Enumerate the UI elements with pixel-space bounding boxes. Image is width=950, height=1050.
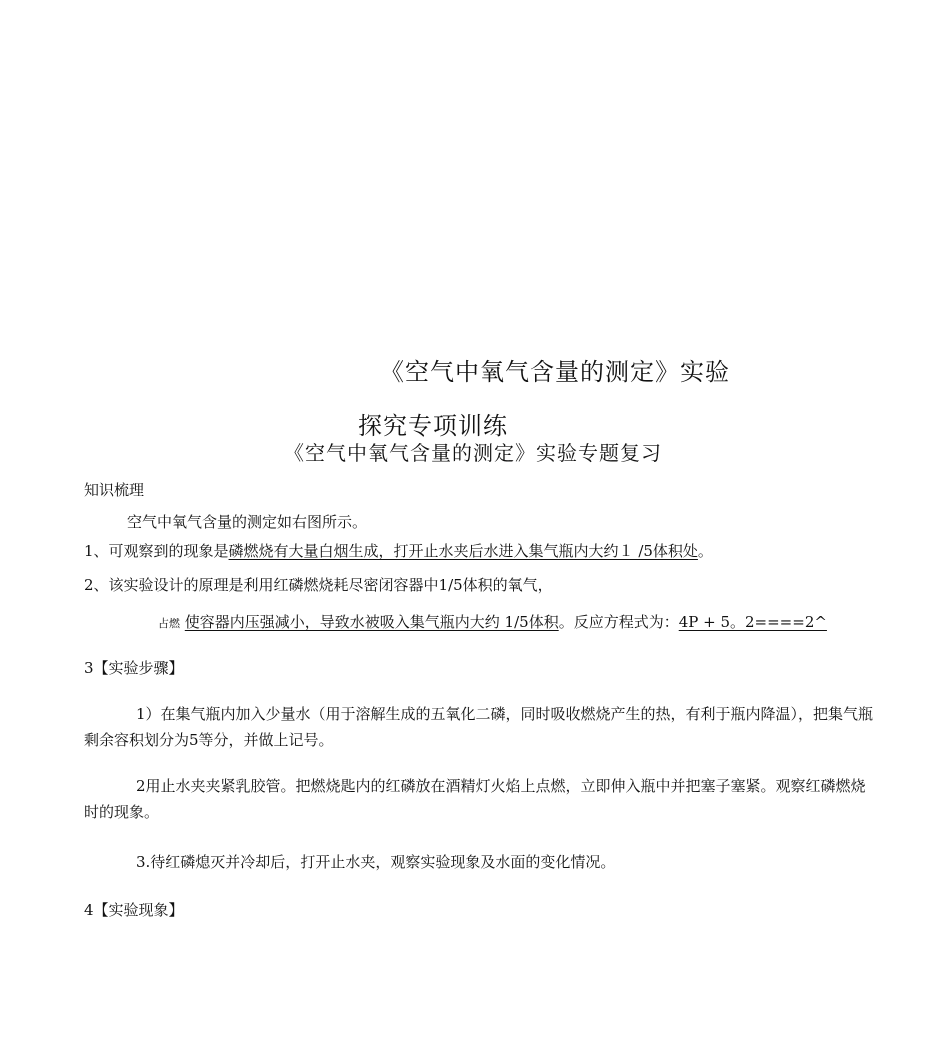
step-2: 2用止水夹夹紧乳胶管。把燃烧匙内的红磷放在酒精灯火焰上点燃，立即伸入瓶中并把塞子塞紧。观察红磷燃烧时的现象。: [84, 777, 866, 821]
title-line-1: 《空气中氧气含量的测定》实验: [380, 358, 730, 386]
intro-paragraph: 空气中氧气含量的测定如右图所示。: [127, 513, 368, 531]
item-2-underlined: 使容器内压强减小，导致水被吸入集气瓶内大约 1/5体积: [184, 613, 559, 631]
reaction-equation: 4P + 5。2====2^: [678, 613, 827, 631]
item-1: [84, 540, 713, 561]
title-line-2: 探究专项训练: [358, 412, 508, 440]
section-knowledge-heading: 知识梳理: [84, 481, 145, 499]
item-1-underlined: 磷燃烧有大量白烟生成，打开止水夹后水进入集气瓶内大约１ /5体积处: [228, 542, 698, 560]
step-1: 1）在集气瓶内加入少量水（用于溶解生成的五氧化二磷，同时吸收燃烧产生的热，有利于瓶内降温），把集气瓶剩余容积划分为5等分，并做上记号。: [84, 705, 874, 749]
step-3: 3.待红磷熄灭并冷却后，打开止水夹，观察实验现象及水面的变化情况。: [136, 853, 616, 871]
item-1-prefix: 1、可观察到的现象是: [84, 542, 229, 560]
section-phenomena-heading: 4【实验现象】: [84, 901, 184, 919]
item-2-line-2: [158, 611, 827, 632]
subtitle: 《空气中氧气含量的测定》实验专题复习: [284, 441, 662, 465]
item-1-suffix: 。: [697, 542, 713, 560]
section-steps-heading: 3【实验步骤】: [84, 659, 184, 677]
item-2-middle: 。反应方程式为：: [558, 613, 679, 631]
item-2-small-label: 占燃: [158, 617, 180, 630]
item-2-line-1: 2、该实验设计的原理是利用红磷燃烧耗尽密闭容器中1/5体积的氧气，: [84, 576, 553, 594]
